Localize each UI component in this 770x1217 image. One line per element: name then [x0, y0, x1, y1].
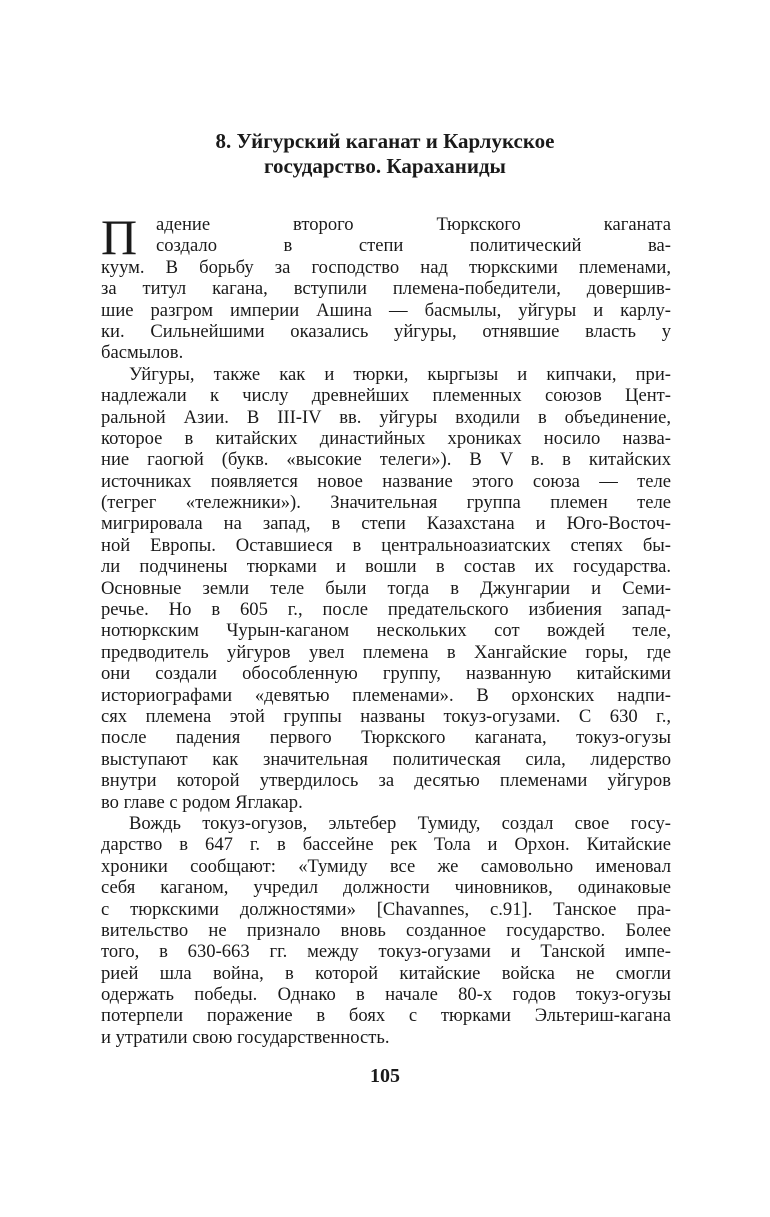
- text-line: ние гаогюй (букв. «высокие телеги»). В V в. в китайских: [101, 449, 671, 471]
- text-line: за титул кагана, вступили племена-победители, довершив-: [101, 278, 671, 300]
- text-line: и утратили свою государственность.: [101, 1026, 390, 1048]
- paragraph-3: [101, 813, 671, 1048]
- text-line: предводитель уйгуров увел племена в Хангайские горы, где: [101, 641, 671, 663]
- text-line: басмылов.: [101, 342, 184, 364]
- text-line: которое в китайских династийных хрониках носило назва-: [101, 427, 671, 449]
- text-line: рией шла война, в которой китайские войска не смогли: [101, 962, 671, 984]
- text-line: они создали обособленную группу, названную китайскими: [101, 663, 671, 685]
- text-line: вительство не признало вновь созданное государство. Более: [101, 919, 671, 941]
- text-line: себя каганом, учредил должности чиновников, одинаковые: [101, 877, 671, 899]
- text-line: создало в степи политический ва-: [156, 235, 671, 257]
- text-line: (тегрег «тележники»). Значительная группа племен теле: [101, 492, 671, 514]
- text-line: ральной Азии. В III-IV вв. уйгуры входили в объединение,: [101, 406, 671, 428]
- text-line: Уйгуры, также как и тюрки, кыргызы и кипчаки, при-: [129, 363, 671, 385]
- text-line: ли подчинены тюрками и вошли в состав их государства.: [101, 556, 671, 578]
- text-line: с тюркскими должностями» [Chavannes, с.91]. Танское пра-: [101, 898, 671, 920]
- text-line: сях племена этой группы названы токуз-огузами. С 630 г.,: [101, 705, 671, 727]
- chapter-heading: [100, 129, 670, 179]
- text-line: потерпели поражение в боях с тюрками Эльтериш-кагана: [101, 1005, 671, 1027]
- text-line: источниках появляется новое название этого союза — теле: [101, 470, 671, 492]
- text-line: историографами «девятью племенами». В орхонских надпи-: [101, 684, 671, 706]
- text-line: внутри которой утвердилось за десятью племенами уйгуров: [101, 770, 671, 792]
- paragraph-2: [101, 364, 671, 813]
- text-line: одержать победы. Однако в начале 80-х годов токуз-огузы: [101, 984, 671, 1006]
- text-line: выступают как значительная политическая сила, лидерство: [101, 748, 671, 770]
- text-line: ной Европы. Оставшиеся в центральноазиатских степях бы-: [101, 534, 671, 556]
- text-line: речье. Но в 605 г., после предательского избиения запад-: [101, 599, 671, 621]
- text-line: нотюркским Чурын-каганом нескольких сот вождей теле,: [101, 620, 671, 642]
- text-line: во главе с родом Яглакар.: [101, 791, 303, 813]
- text-line: куум. В борьбу за господство над тюркскими племенами,: [101, 256, 671, 278]
- drop-cap: П: [101, 214, 138, 260]
- text-line: адение второго Тюркского каганата: [156, 214, 671, 235]
- text-line: того, в 630-663 гг. между токуз-огузами и Танской импе-: [101, 941, 671, 963]
- text-line: шие разгром империи Ашина — басмылы, уйгуры и карлу-: [101, 299, 671, 321]
- text-line: ки. Сильнейшими оказались уйгуры, отнявшие власть у: [101, 320, 671, 342]
- chapter-heading-line-2: государство. Караханиды: [264, 154, 506, 178]
- chapter-heading-line-1: 8. Уйгурский каганат и Карлукское: [215, 129, 555, 153]
- text-line: Вождь токуз-огузов, эльтебер Тумиду, создал свое госу-: [129, 812, 671, 834]
- text-line: надлежали к числу древнейших племенных союзов Цент-: [101, 385, 671, 407]
- text-line: мигрировала на запад, в степи Казахстана и Юго-Восточ-: [101, 513, 671, 535]
- text-line: Основные земли теле были тогда в Джунгарии и Семи-: [101, 577, 671, 599]
- body-text: [101, 214, 671, 1048]
- text-line: хроники сообщают: «Тумиду все же самовольно именовал: [101, 855, 671, 877]
- text-line: дарство в 647 г. в бассейне рек Тола и Орхон. Китайские: [101, 834, 671, 856]
- page-number: 105: [370, 1065, 400, 1087]
- text-line: после падения первого Тюркского каганата, токуз-огузы: [101, 727, 671, 749]
- paragraph-1: [101, 214, 671, 364]
